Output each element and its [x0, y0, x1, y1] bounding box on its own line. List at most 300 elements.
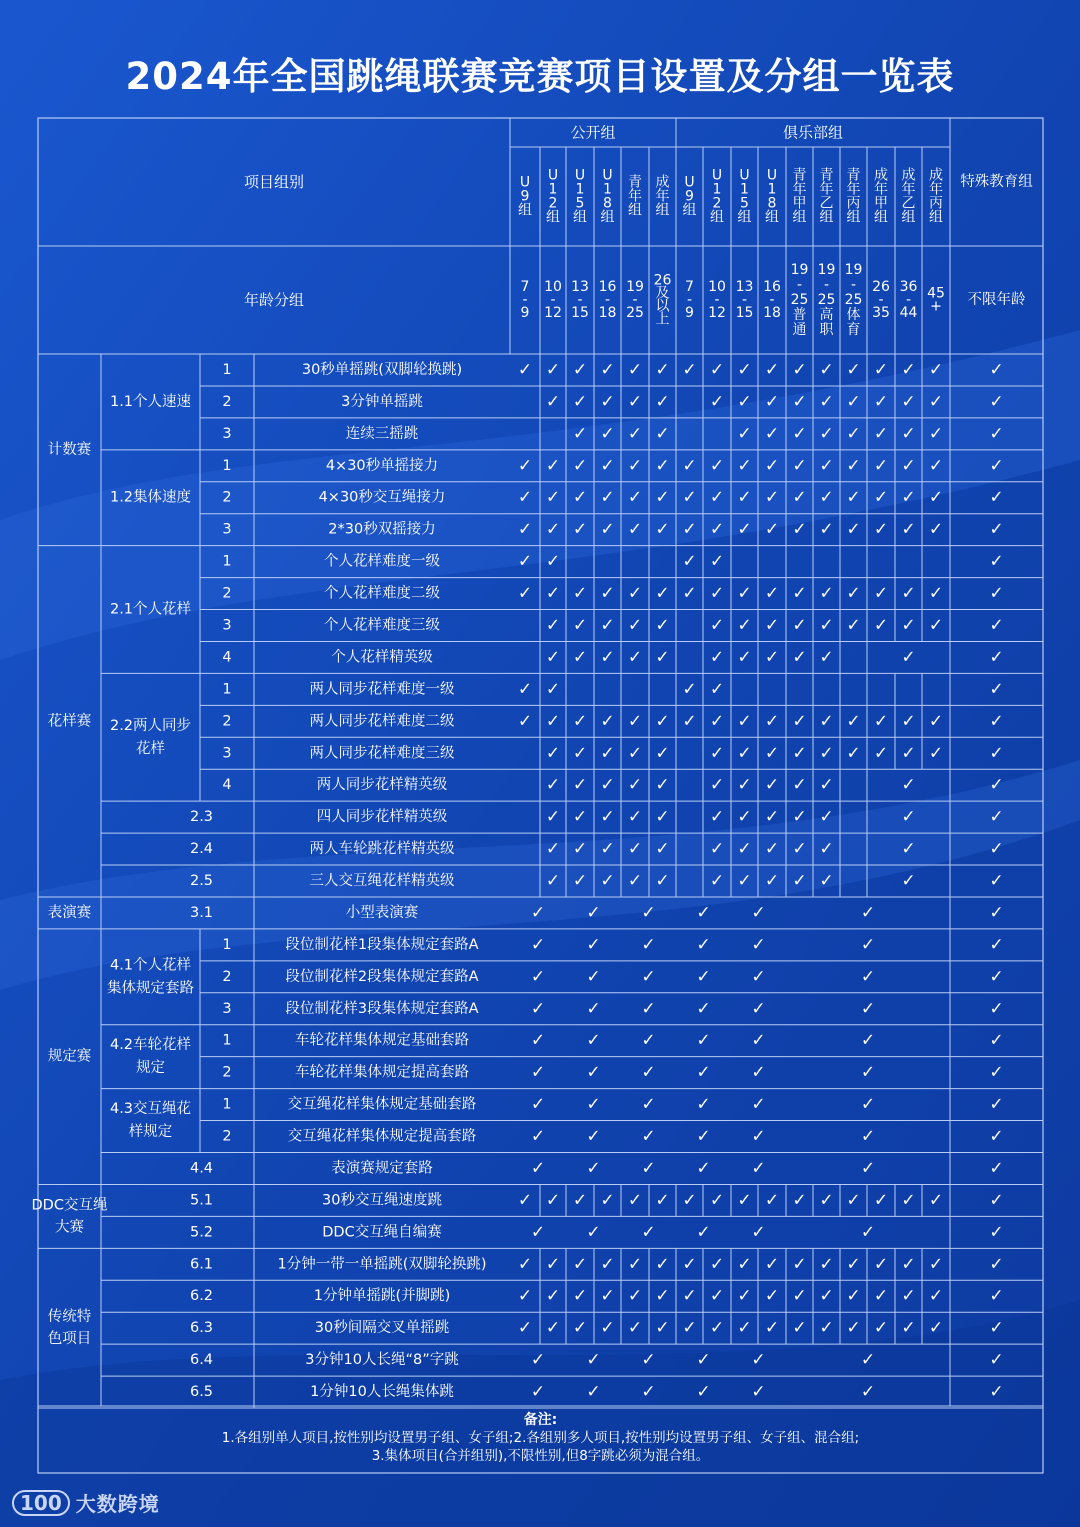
check-mark: ✓ [517, 359, 533, 380]
check-mark: ✓ [655, 743, 670, 764]
check-mark: ✓ [530, 1222, 546, 1243]
check-mark: ✓ [928, 487, 944, 508]
check-mark: ✓ [572, 1190, 588, 1211]
check-mark: ✓ [696, 1126, 711, 1147]
check-mark: ✓ [709, 1286, 725, 1307]
check-mark: ✓ [517, 679, 533, 700]
check-mark: ✓ [655, 519, 670, 540]
check-mark: ✓ [989, 1318, 1004, 1339]
item-number: 2 [222, 968, 232, 985]
column-name: 1 [712, 181, 722, 198]
check-mark: ✓ [600, 1286, 615, 1307]
subgroup-label: 2.5 [189, 873, 214, 890]
check-mark: ✓ [819, 743, 834, 764]
check-mark: ✓ [737, 487, 752, 508]
check-mark: ✓ [627, 711, 643, 732]
check-mark: ✓ [641, 1030, 656, 1051]
check-mark: ✓ [846, 1318, 861, 1339]
category-label: 计数赛 [47, 441, 92, 458]
column-age: 13 [735, 279, 754, 295]
item-name: 1分钟10人长绳集体跳 [310, 1384, 454, 1401]
check-mark: ✓ [989, 615, 1004, 636]
check-mark: ✓ [737, 1190, 752, 1211]
check-mark: ✓ [572, 871, 588, 892]
check-mark: ✓ [737, 391, 752, 412]
check-mark: ✓ [792, 1318, 807, 1339]
check-mark: ✓ [873, 455, 889, 476]
check-mark: ✓ [989, 966, 1004, 987]
check-mark: ✓ [600, 775, 615, 796]
check-mark: ✓ [517, 551, 533, 572]
check-mark: ✓ [737, 455, 752, 476]
check-mark: ✓ [641, 966, 656, 987]
check-mark: ✓ [846, 1254, 861, 1275]
check-mark: ✓ [846, 423, 861, 444]
age-group-header: 年龄分组 [243, 291, 305, 309]
check-mark: ✓ [655, 583, 670, 604]
check-mark: ✓ [819, 583, 834, 604]
check-mark: ✓ [737, 647, 752, 668]
subgroup-label: 5.2 [189, 1224, 214, 1241]
check-mark: ✓ [819, 455, 834, 476]
item-name: 三人交互绳花样精英级 [309, 873, 455, 890]
check-mark: ✓ [819, 807, 834, 828]
check-mark: ✓ [545, 679, 561, 700]
check-mark: ✓ [696, 1030, 711, 1051]
check-mark: ✓ [846, 1190, 861, 1211]
check-mark: ✓ [709, 1190, 725, 1211]
check-mark: ✓ [860, 934, 876, 955]
notes-heading: 备注: [523, 1412, 558, 1428]
column-age: 19 [844, 262, 863, 278]
check-mark: ✓ [989, 359, 1004, 380]
item-name: 段位制花样3段集体规定套路A [285, 1000, 479, 1017]
check-mark: ✓ [572, 423, 588, 444]
check-mark: ✓ [517, 583, 533, 604]
check-mark: ✓ [600, 583, 615, 604]
column-age: 普 [792, 307, 807, 323]
logo-name: 大数跨境 [75, 1492, 160, 1516]
check-mark: ✓ [928, 455, 944, 476]
column-name: U [684, 174, 695, 191]
check-mark: ✓ [600, 647, 615, 668]
check-mark: ✓ [751, 966, 766, 987]
logo-mark: 100 [12, 1490, 70, 1516]
check-mark: ✓ [627, 583, 643, 604]
check-mark: ✓ [627, 487, 643, 508]
check-mark: ✓ [928, 391, 944, 412]
check-mark: ✓ [819, 647, 834, 668]
check-mark: ✓ [627, 647, 643, 668]
check-mark: ✓ [696, 934, 711, 955]
check-mark: ✓ [751, 1094, 766, 1115]
check-mark: ✓ [572, 711, 588, 732]
item-name: 两人同步花样难度一级 [309, 681, 455, 698]
item-number: 2 [222, 393, 232, 410]
column-name: 年 [874, 181, 888, 198]
subgroup-label: 6.3 [189, 1320, 214, 1337]
check-mark: ✓ [655, 615, 670, 636]
subgroup-label: 6.5 [189, 1384, 214, 1401]
check-mark: ✓ [764, 1318, 780, 1339]
column-age: 10 [708, 279, 726, 295]
column-age: - [878, 292, 884, 308]
check-mark: ✓ [989, 551, 1004, 572]
check-mark: ✓ [641, 1126, 656, 1147]
check-mark: ✓ [846, 391, 861, 412]
column-name: 乙 [901, 195, 916, 212]
column-age: - [769, 292, 775, 308]
check-mark: ✓ [655, 647, 670, 668]
check-mark: ✓ [572, 839, 588, 860]
check-mark: ✓ [572, 391, 588, 412]
check-mark: ✓ [989, 1126, 1004, 1147]
check-mark: ✓ [860, 998, 876, 1019]
check-mark: ✓ [627, 1254, 643, 1275]
column-name: 年 [628, 188, 642, 205]
check-mark: ✓ [572, 647, 588, 668]
check-mark: ✓ [655, 487, 670, 508]
check-mark: ✓ [545, 391, 561, 412]
item-name: 3分钟单摇跳 [341, 393, 423, 410]
check-mark: ✓ [709, 615, 725, 636]
check-mark: ✓ [709, 807, 725, 828]
check-mark: ✓ [530, 1062, 546, 1083]
check-mark: ✓ [873, 615, 889, 636]
column-name: U [602, 167, 613, 184]
check-mark: ✓ [928, 615, 944, 636]
check-mark: ✓ [572, 455, 588, 476]
column-age: 16 [598, 279, 617, 295]
check-mark: ✓ [627, 775, 643, 796]
column-age: 7 [685, 279, 694, 295]
check-mark: ✓ [586, 1382, 601, 1403]
column-age: 16 [763, 279, 781, 295]
check-mark: ✓ [737, 743, 752, 764]
check-mark: ✓ [846, 743, 861, 764]
check-mark: ✓ [792, 1190, 807, 1211]
subgroup-label: 2.3 [189, 809, 214, 826]
column-age: - [796, 277, 803, 293]
check-mark: ✓ [764, 807, 780, 828]
item-name: 表演赛规定套路 [331, 1160, 433, 1177]
check-mark: ✓ [819, 519, 834, 540]
check-mark: ✓ [901, 1286, 916, 1307]
column-age: 19 [790, 262, 809, 278]
check-mark: ✓ [819, 615, 834, 636]
check-mark: ✓ [530, 1030, 546, 1051]
check-mark: ✓ [572, 775, 588, 796]
check-mark: ✓ [586, 998, 601, 1019]
check-mark: ✓ [819, 423, 834, 444]
column-name: 1 [603, 181, 612, 198]
check-mark: ✓ [572, 487, 588, 508]
item-name: 两人同步花样难度三级 [309, 745, 455, 762]
check-mark: ✓ [846, 1286, 861, 1307]
check-mark: ✓ [572, 807, 588, 828]
check-mark: ✓ [545, 455, 561, 476]
check-mark: ✓ [873, 1286, 889, 1307]
check-mark: ✓ [819, 1318, 834, 1339]
column-name: 年 [792, 181, 807, 198]
check-mark: ✓ [696, 1350, 711, 1371]
column-name: 年 [929, 181, 943, 198]
club-group-header: 俱乐部组 [782, 123, 844, 142]
item-name: 30秒间隔交叉单摇跳 [314, 1320, 450, 1337]
column-age: 26 [653, 272, 672, 289]
check-mark: ✓ [572, 1318, 588, 1339]
column-age: 10 [544, 279, 562, 295]
check-mark: ✓ [989, 934, 1004, 955]
check-mark: ✓ [696, 1158, 711, 1179]
check-mark: ✓ [751, 1350, 766, 1371]
check-mark: ✓ [860, 1126, 876, 1147]
item-name: 交互绳花样集体规定提高套路 [287, 1128, 477, 1145]
check-mark: ✓ [600, 391, 615, 412]
column-name: 1 [548, 181, 558, 198]
watermark-logo [12, 1488, 160, 1517]
check-mark: ✓ [792, 455, 807, 476]
check-mark: ✓ [586, 1222, 601, 1243]
category-label: 色项目 [47, 1331, 92, 1348]
check-mark: ✓ [764, 519, 780, 540]
check-mark: ✓ [641, 1062, 656, 1083]
check-mark: ✓ [819, 775, 834, 796]
check-mark: ✓ [989, 1062, 1004, 1083]
check-mark: ✓ [901, 391, 916, 412]
item-number: 2 [222, 1064, 232, 1081]
column-age: - [604, 292, 611, 308]
check-mark: ✓ [764, 775, 780, 796]
item-number: 3 [222, 745, 232, 762]
column-name: 年 [655, 188, 670, 205]
check-mark: ✓ [600, 711, 615, 732]
check-mark: ✓ [846, 519, 861, 540]
check-mark: ✓ [586, 1062, 601, 1083]
check-mark: ✓ [737, 1318, 752, 1339]
column-name: 组 [710, 209, 724, 226]
check-mark: ✓ [901, 519, 916, 540]
check-mark: ✓ [819, 391, 834, 412]
check-mark: ✓ [792, 391, 807, 412]
category-label: 规定赛 [47, 1048, 92, 1065]
subgroup-label: 6.4 [189, 1352, 214, 1369]
check-mark: ✓ [819, 871, 834, 892]
check-mark: ✓ [989, 1222, 1004, 1243]
check-mark: ✓ [764, 1190, 780, 1211]
check-mark: ✓ [737, 1286, 752, 1307]
check-mark: ✓ [901, 711, 916, 732]
column-age: 高 [819, 307, 834, 323]
column-name: 甲 [874, 195, 888, 212]
check-mark: ✓ [600, 519, 615, 540]
column-age: - [577, 292, 583, 308]
column-name: 组 [546, 209, 560, 226]
special-group-header: 特殊教育组 [960, 174, 1033, 190]
column-name: 成 [901, 167, 916, 184]
check-mark: ✓ [792, 647, 807, 668]
check-mark: ✓ [696, 1062, 711, 1083]
column-age: - [550, 292, 556, 308]
check-mark: ✓ [682, 455, 697, 476]
notes-line-1: 1.各组别单人项目,按性别均设置男子组、女子组;2.各组别多人项目,按性别均设置男子组、女子组、混合组; [221, 1430, 860, 1446]
check-mark: ✓ [989, 1254, 1004, 1275]
check-mark: ✓ [901, 583, 916, 604]
column-age: 15 [735, 305, 754, 321]
check-mark: ✓ [655, 455, 670, 476]
check-mark: ✓ [873, 1254, 889, 1275]
check-mark: ✓ [860, 1030, 876, 1051]
item-name: 4×30秒单摇接力 [325, 457, 439, 474]
item-number: 2 [222, 1128, 232, 1145]
check-mark: ✓ [682, 1254, 697, 1275]
check-mark: ✓ [655, 775, 670, 796]
check-mark: ✓ [627, 391, 643, 412]
column-age: 15 [571, 305, 589, 321]
check-mark: ✓ [709, 647, 725, 668]
check-mark: ✓ [627, 615, 643, 636]
check-mark: ✓ [627, 871, 643, 892]
check-mark: ✓ [586, 966, 601, 987]
check-mark: ✓ [792, 519, 807, 540]
column-name: 组 [929, 209, 943, 226]
column-name: 组 [901, 209, 916, 226]
item-name: 两人同步花样精英级 [316, 777, 448, 794]
check-mark: ✓ [709, 839, 725, 860]
check-mark: ✓ [696, 966, 711, 987]
check-mark: ✓ [682, 551, 697, 572]
check-mark: ✓ [545, 487, 561, 508]
item-number: 3 [222, 617, 232, 634]
check-mark: ✓ [682, 1318, 697, 1339]
column-age: 育 [846, 322, 861, 338]
check-mark: ✓ [600, 455, 615, 476]
check-mark: ✓ [655, 839, 670, 860]
check-mark: ✓ [873, 711, 889, 732]
check-mark: ✓ [682, 519, 697, 540]
check-mark: ✓ [709, 487, 725, 508]
column-name: U [574, 167, 586, 184]
check-mark: ✓ [530, 1382, 546, 1403]
column-age: + [930, 298, 942, 315]
check-mark: ✓ [627, 519, 643, 540]
check-mark: ✓ [641, 1222, 656, 1243]
check-mark: ✓ [655, 391, 670, 412]
column-age: 体 [846, 307, 861, 323]
column-name: U [739, 167, 750, 184]
item-name: 四人同步花样精英级 [316, 809, 448, 826]
check-mark: ✓ [600, 423, 615, 444]
check-mark: ✓ [846, 487, 861, 508]
column-name: U [519, 174, 531, 191]
check-mark: ✓ [627, 743, 643, 764]
check-mark: ✓ [819, 359, 834, 380]
column-name: 组 [682, 202, 697, 219]
column-age: 9 [520, 305, 530, 321]
check-mark: ✓ [600, 1190, 615, 1211]
item-name: 2*30秒双摇接力 [328, 521, 436, 538]
check-mark: ✓ [627, 807, 643, 828]
check-mark: ✓ [586, 1126, 601, 1147]
check-mark: ✓ [545, 615, 561, 636]
check-mark: ✓ [682, 583, 697, 604]
column-name: 组 [573, 209, 587, 226]
check-mark: ✓ [764, 391, 780, 412]
check-mark: ✓ [709, 711, 725, 732]
column-name: 丙 [846, 195, 861, 212]
check-mark: ✓ [517, 1286, 533, 1307]
check-mark: ✓ [545, 711, 561, 732]
check-mark: ✓ [737, 519, 752, 540]
column-name: 8 [603, 195, 612, 212]
subgroup-label: 4.4 [189, 1160, 214, 1177]
check-mark: ✓ [989, 583, 1004, 604]
check-mark: ✓ [530, 1094, 546, 1115]
column-name: 1 [767, 181, 777, 198]
check-mark: ✓ [928, 711, 944, 732]
item-number: 3 [222, 1000, 232, 1017]
column-age: 通 [792, 322, 807, 338]
check-mark: ✓ [627, 455, 643, 476]
category-label: 表演赛 [47, 904, 92, 921]
column-name: 组 [819, 209, 834, 226]
check-mark: ✓ [873, 359, 889, 380]
item-name: 段位制花样2段集体规定套路A [285, 968, 479, 985]
item-number: 3 [222, 521, 232, 538]
category-label: 传统特 [47, 1309, 92, 1326]
check-mark: ✓ [709, 743, 725, 764]
column-name: 乙 [819, 195, 834, 212]
subgroup-label: 1.1个人速速 [109, 393, 192, 410]
column-age: 9 [685, 305, 694, 321]
check-mark: ✓ [600, 1318, 615, 1339]
check-mark: ✓ [764, 359, 780, 380]
check-mark: ✓ [792, 711, 807, 732]
check-mark: ✓ [751, 1126, 766, 1147]
check-mark: ✓ [989, 1382, 1004, 1403]
check-mark: ✓ [545, 359, 561, 380]
check-mark: ✓ [846, 615, 861, 636]
check-mark: ✓ [792, 487, 807, 508]
check-mark: ✓ [901, 807, 916, 828]
check-mark: ✓ [545, 519, 561, 540]
check-mark: ✓ [792, 807, 807, 828]
check-mark: ✓ [989, 711, 1004, 732]
item-number: 2 [222, 489, 232, 506]
check-mark: ✓ [928, 583, 944, 604]
check-mark: ✓ [989, 775, 1004, 796]
column-age: 上 [655, 311, 670, 328]
check-mark: ✓ [737, 583, 752, 604]
check-mark: ✓ [696, 902, 711, 923]
check-mark: ✓ [696, 998, 711, 1019]
column-name: 9 [685, 188, 694, 205]
check-mark: ✓ [751, 902, 766, 923]
column-name: 组 [765, 209, 779, 226]
check-mark: ✓ [655, 359, 670, 380]
check-mark: ✓ [600, 615, 615, 636]
check-mark: ✓ [641, 934, 656, 955]
check-mark: ✓ [792, 775, 807, 796]
check-mark: ✓ [764, 1286, 780, 1307]
item-number: 1 [222, 361, 232, 378]
check-mark: ✓ [709, 519, 725, 540]
item-group-header: 项目组别 [243, 173, 305, 191]
column-name: 组 [518, 202, 532, 219]
check-mark: ✓ [846, 455, 861, 476]
check-mark: ✓ [860, 1158, 876, 1179]
check-mark: ✓ [819, 839, 834, 860]
